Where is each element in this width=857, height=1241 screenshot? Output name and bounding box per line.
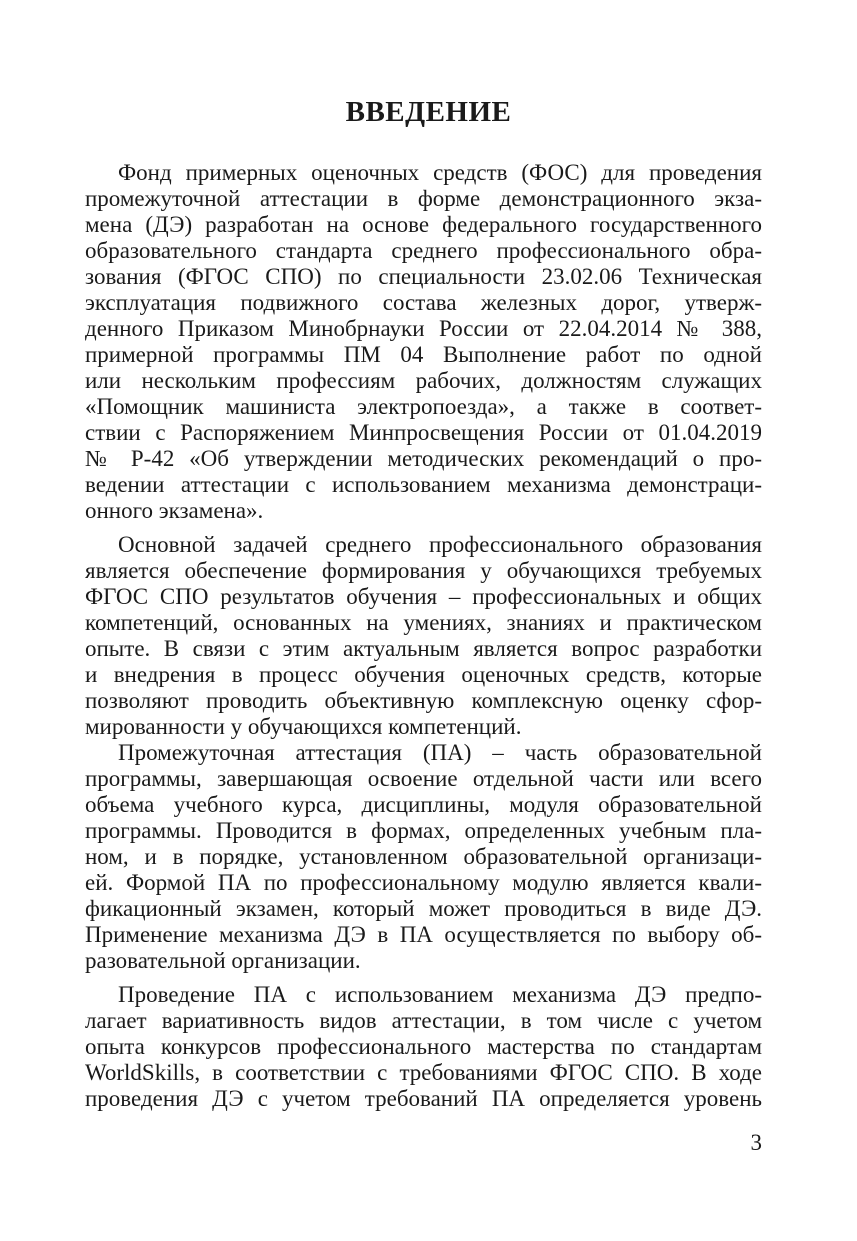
text-line: ном, и в порядке, установленном образовательной организаци- (85, 844, 762, 869)
text-line: Основной задачей среднего профессионального образования (118, 532, 762, 557)
text-line: и внедрения в процесс обучения оценочных средств, которые (85, 662, 762, 687)
text-line: онного экзамена». (85, 498, 264, 523)
text-line: примерной программы ПМ 04 Выполнение работ по одной (85, 342, 762, 367)
text-line: ствии с Распоряжением Минпросвещения России от 01.04.2019 (85, 420, 762, 445)
text-line: ведении аттестации с использованием механизма демонстраци- (85, 472, 762, 497)
page-number: 3 (750, 1130, 762, 1155)
text-line: Применение механизма ДЭ в ПА осуществляется по выбору об- (85, 922, 762, 947)
text-line: разовательной организации. (85, 948, 361, 973)
text-line: фикационный экзамен, который может проводиться в виде ДЭ. (85, 896, 762, 921)
text-line: позволяют проводить объективную комплексную оценку сфор- (85, 688, 762, 713)
text-line: промежуточной аттестации в форме демонстрационного экза- (85, 186, 762, 211)
text-line: мированности у обучающихся компетенций. (85, 714, 522, 739)
text-line: Промежуточная аттестация (ПА) – часть образовательной (118, 740, 762, 765)
text-line: ФГОС СПО результатов обучения – профессиональных и общих (85, 584, 762, 609)
text-line: является обеспечение формирования у обучающихся требуемых (85, 558, 762, 583)
text-line: лагает вариативность видов аттестации, в том числе с учетом (85, 1008, 762, 1033)
text-line: мена (ДЭ) разработан на основе федерального государственного (85, 212, 762, 237)
text-line: Проведение ПА с использованием механизма ДЭ предпо- (118, 982, 762, 1007)
text-line: компетенций, основанных на умениях, знаниях и практическом (85, 610, 762, 635)
text-line: Фонд примерных оценочных средств (ФОС) для проведения (118, 160, 762, 185)
text-line: образовательного стандарта среднего профессионального обра- (85, 238, 762, 263)
text-line: эксплуатация подвижного состава железных дорог, утверж- (85, 290, 762, 315)
text-line: объема учебного курса, дисциплины, модуля образовательной (85, 792, 762, 817)
text-line: проведения ДЭ с учетом требований ПА определяется уровень (85, 1086, 762, 1111)
text-line: № Р-42 «Об утверждении методических рекомендаций о про- (85, 446, 762, 471)
text-line: опыта конкурсов профессионального мастерства по стандартам (85, 1034, 762, 1059)
text-line: зования (ФГОС СПО) по специальности 23.02.06 Техническая (85, 264, 762, 289)
page-title: ВВЕДЕНИЕ (345, 96, 512, 128)
text-line: опыте. В связи с этим актуальным является вопрос разработки (85, 636, 762, 661)
text-line: «Помощник машиниста электропоезда», а также в соответ- (85, 394, 762, 419)
text-line: программы, завершающая освоение отдельной части или всего (85, 766, 762, 791)
text-line: WorldSkills, в соответствии с требованиями ФГОС СПО. В ходе (85, 1060, 762, 1085)
text-line: программы. Проводится в формах, определенных учебным пла- (85, 818, 762, 843)
text-line: денного Приказом Минобрнауки России от 22.04.2014 № 388, (85, 316, 762, 341)
text-line: или нескольким профессиям рабочих, должностям служащих (85, 368, 762, 393)
text-line: ей. Формой ПА по профессиональному модулю является квали- (85, 870, 762, 895)
